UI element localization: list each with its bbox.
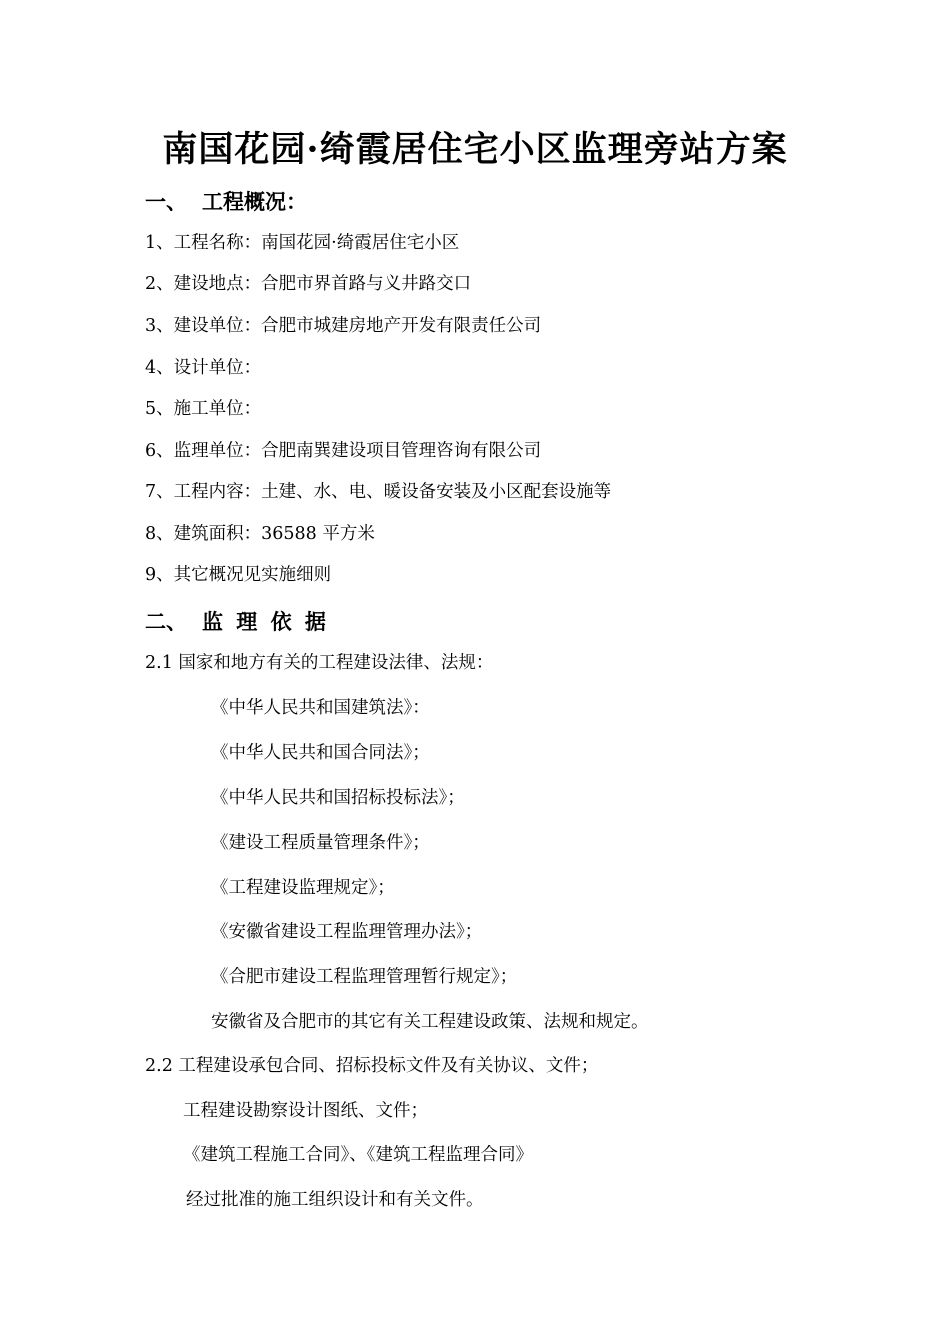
overview-item: 2、建设地点：合肥市界首路与义井路交口: [145, 274, 472, 294]
overview-item: 1、工程名称：南国花园·绮霞居住宅小区: [145, 233, 460, 253]
law-item: 《工程建设监理规定》；: [211, 878, 395, 898]
section-heading-overview: [145, 186, 307, 216]
doc-item: 经过批准的施工组织设计和有关文件。: [186, 1190, 484, 1210]
section-number: 一、: [145, 189, 187, 214]
doc-item: 工程建设勘察设计图纸、文件；: [183, 1101, 428, 1121]
overview-item: 7、工程内容：土建、水、电、暖设备安装及小区配套设施等: [145, 482, 612, 502]
section-title: 监 理 依 据: [202, 609, 329, 634]
overview-item: 6、监理单位：合肥南巽建设项目管理咨询有限公司: [145, 441, 542, 461]
section-title: 工程概况：: [202, 189, 307, 214]
page-title: 南国花园·绮霞居住宅小区监理旁站方案: [162, 129, 788, 170]
law-item: 《中华人民共和国合同法》；: [211, 743, 430, 763]
law-item: 《安徽省建设工程监理管理办法》；: [211, 922, 483, 942]
law-item: 《合肥市建设工程监理管理暂行规定》；: [211, 967, 518, 987]
overview-item: 4、设计单位：: [145, 358, 262, 378]
overview-item: 5、施工单位：: [145, 399, 262, 419]
section-number: 二、: [145, 609, 187, 634]
overview-item: 8、建筑面积：36588 平方米: [145, 524, 375, 544]
law-item: 《中华人民共和国建筑法》：: [211, 698, 430, 718]
overview-item: 3、建设单位：合肥市城建房地产开发有限责任公司: [145, 316, 542, 336]
basis-intro-laws: 2.1 国家和地方有关的工程建设法律、法规：: [145, 653, 494, 673]
basis-intro-contracts: 2.2 工程建设承包合同、招标投标文件及有关协议、文件；: [145, 1056, 599, 1076]
law-item: 《中华人民共和国招标投标法》；: [211, 788, 465, 808]
law-item: 《建设工程质量管理条件》；: [211, 833, 430, 853]
law-other: 安徽省及合肥市的其它有关工程建设政策、法规和规定。: [211, 1012, 649, 1032]
doc-item: 《建筑工程施工合同》、《建筑工程监理合同》: [183, 1145, 533, 1165]
overview-item: 9、其它概况见实施细则: [145, 565, 332, 585]
section-heading-basis: [145, 606, 329, 636]
